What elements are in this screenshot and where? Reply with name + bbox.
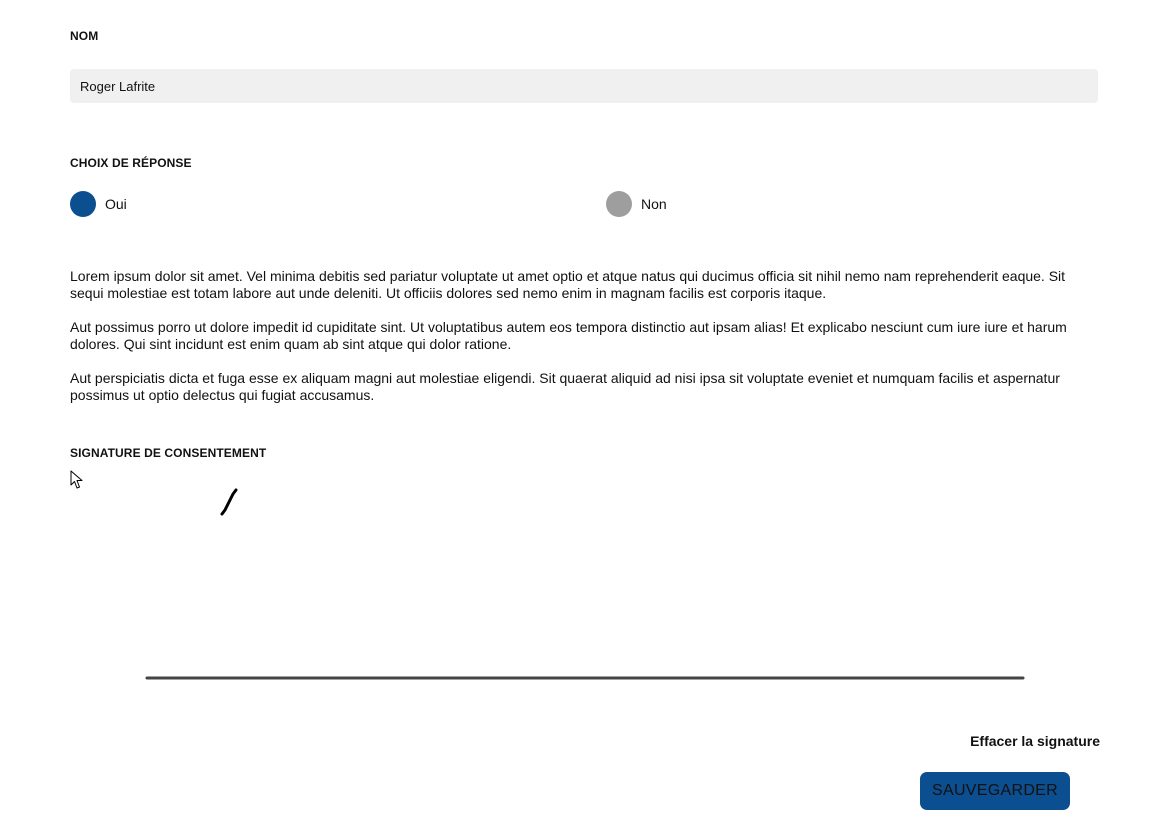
signature-label: SIGNATURE DE CONSENTEMENT xyxy=(70,446,267,460)
consent-paragraph-2: Aut possimus porro ut dolore impedit id cupiditate sint. Ut voluptatibus autem eos tempora distinctio aut ipsam alias! Et explicabo nesciunt cum iure iure et harum dolores. Qui sint incidunt est enim quam ab sint atque qui dolor ratione. xyxy=(70,319,1067,352)
radio-non-label: Non xyxy=(641,196,667,212)
signature-canvas xyxy=(70,470,1100,700)
consent-paragraph-3: Aut perspiciatis dicta et fuga esse ex aliquam magni aut molestiae eligendi. Sit quaerat aliquid ad nisi ipsa sit voluptate eveniet et numquam facilis et aspernatur possimus ut optio delectus qui fugiat accusamus. xyxy=(70,370,1060,403)
response-radio-group xyxy=(70,191,1098,217)
signature-pad[interactable] xyxy=(70,470,1100,700)
arrow-cursor-icon xyxy=(70,470,84,490)
radio-option-oui[interactable] xyxy=(70,191,127,217)
save-button[interactable]: SAUVEGARDER xyxy=(920,772,1070,810)
radio-non-unselected-dot[interactable] xyxy=(606,191,632,217)
radio-option-non[interactable] xyxy=(606,191,667,217)
response-choice-label: CHOIX DE RÉPONSE xyxy=(70,156,192,170)
signature-stroke xyxy=(222,490,236,514)
name-label: NOM xyxy=(70,29,99,43)
clear-signature-link[interactable]: Effacer la signature xyxy=(970,733,1100,749)
radio-oui-selected-dot[interactable] xyxy=(70,191,96,217)
radio-oui-label: Oui xyxy=(105,196,127,212)
consent-paragraph-1: Lorem ipsum dolor sit amet. Vel minima debitis sed pariatur voluptate ut amet optio et atque natus qui ducimus officia sit nihil nemo nam reprehenderit eaque. Sit sequi molestiae est totam labore aut unde deleniti. Ut officiis dolores sed nemo enim in magnam facilis est corporis itaque. xyxy=(70,268,1066,301)
consent-text xyxy=(70,268,1100,421)
name-input[interactable] xyxy=(70,69,1098,103)
